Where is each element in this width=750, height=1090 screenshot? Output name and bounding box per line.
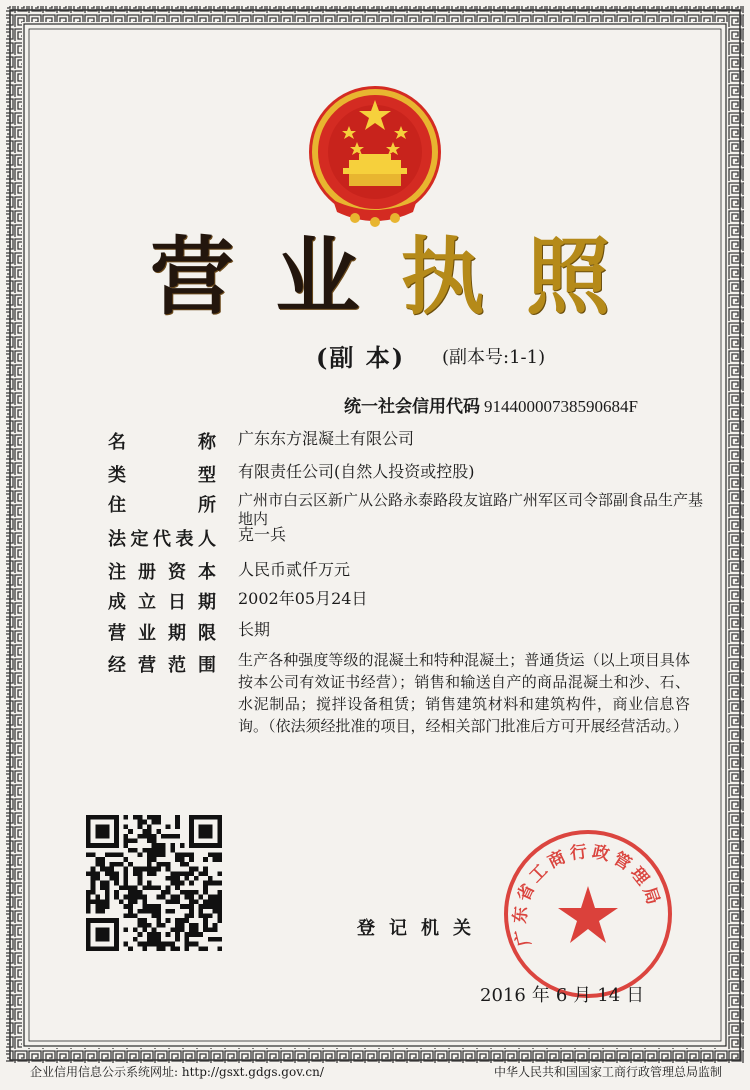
field-label-type	[108, 461, 216, 487]
title-char: 执	[400, 227, 485, 326]
label-char: 名	[108, 432, 126, 453]
label-char: 注	[108, 562, 126, 583]
label-char: 本	[198, 562, 216, 583]
title-char: 营	[150, 227, 235, 326]
field-value-name: 广东东方混凝土有限公司	[238, 429, 415, 448]
footer-supervisor: 中华人民共和国国家工商行政管理总局监制	[493, 1065, 722, 1079]
credit-code-value: 91440000738590684F	[484, 397, 638, 416]
field-label-term	[108, 619, 216, 645]
label-char: 住	[108, 495, 126, 516]
label-char: 资	[168, 562, 186, 583]
title-char: 照	[525, 227, 610, 326]
label-char: 成	[108, 592, 126, 613]
label-char: 营	[138, 655, 156, 676]
footer-website: 企业信用信息公示系统网址: http://gsxt.gdgs.gov.cn/	[30, 1065, 324, 1079]
issue-day: 14	[597, 985, 621, 1006]
field-value-legal-rep: 克一兵	[238, 525, 287, 544]
qr-code-icon[interactable]	[86, 815, 222, 951]
label-char: 范	[168, 655, 186, 676]
label-char: 营	[108, 623, 126, 644]
label-char: 立	[138, 592, 156, 613]
copy-number: (副本号:1-1)	[442, 347, 546, 368]
issue-year: 2016	[480, 985, 526, 1006]
official-seal-icon	[502, 828, 674, 1000]
field-value-established: 2002年05月24日	[238, 589, 368, 608]
issue-month: 6	[555, 985, 568, 1006]
label-char: 表	[175, 529, 194, 550]
label-char: 业	[138, 623, 156, 644]
seal-text: 广东省工商行政管理局	[510, 841, 665, 949]
label-char: 型	[198, 465, 216, 486]
label-char: 关	[453, 918, 471, 939]
issue-date	[480, 981, 650, 1007]
label-char: 代	[153, 529, 171, 550]
month-unit: 月	[573, 985, 592, 1006]
label-char: 所	[198, 495, 216, 516]
label-char: 类	[108, 465, 126, 486]
field-label-name	[108, 428, 216, 454]
label-char: 限	[198, 623, 216, 644]
title-char: 业	[275, 227, 360, 326]
field-value-type: 有限责任公司(自然人投资或控股)	[238, 462, 475, 481]
document-title	[150, 227, 610, 326]
field-label-capital	[108, 558, 216, 584]
registration-authority-label	[357, 914, 471, 940]
field-value-capital: 人民币贰仟万元	[238, 560, 351, 579]
year-unit: 年	[531, 985, 550, 1006]
field-value-address: 广州市白云区新广从公路永泰路段友谊路广州军区司令部副食品生产基地内	[238, 491, 704, 528]
label-char: 登	[357, 918, 375, 939]
label-char: 称	[198, 432, 216, 453]
label-char: 册	[138, 562, 156, 583]
label-char: 定	[130, 529, 149, 550]
label-char: 经	[108, 655, 126, 676]
day-unit: 日	[626, 985, 645, 1006]
label-char: 机	[421, 918, 439, 939]
national-emblem-icon	[305, 80, 445, 230]
credit-code-line	[344, 392, 638, 417]
field-label-established	[108, 588, 216, 614]
field-label-address	[108, 491, 216, 517]
field-value-scope: 生产各种强度等级的混凝土和特种混凝土；普通货运（以上项目具体按本公司有效证书经营）；销售和输送自产的商品混凝土和沙、石、水泥制品；搅拌设备租赁；销售建筑材料和建筑构件，商业信息咨询。（依法须经批准的项目，经相关部门批准后方可开展经营活动。）	[238, 651, 690, 735]
label-char: 期	[168, 623, 186, 644]
credit-code-label: 统一社会信用代码	[344, 397, 480, 417]
label-char: 法	[108, 529, 126, 550]
label-char: 记	[389, 918, 407, 939]
label-char: 期	[198, 592, 216, 613]
field-label-scope	[108, 651, 216, 677]
copy-label: (副 本)	[316, 343, 406, 372]
field-label-legal-rep	[108, 525, 216, 551]
field-value-term: 长期	[238, 620, 271, 639]
label-char: 人	[198, 529, 216, 550]
label-char: 围	[198, 655, 216, 676]
label-char: 日	[168, 592, 186, 613]
copy-info	[0, 338, 750, 378]
